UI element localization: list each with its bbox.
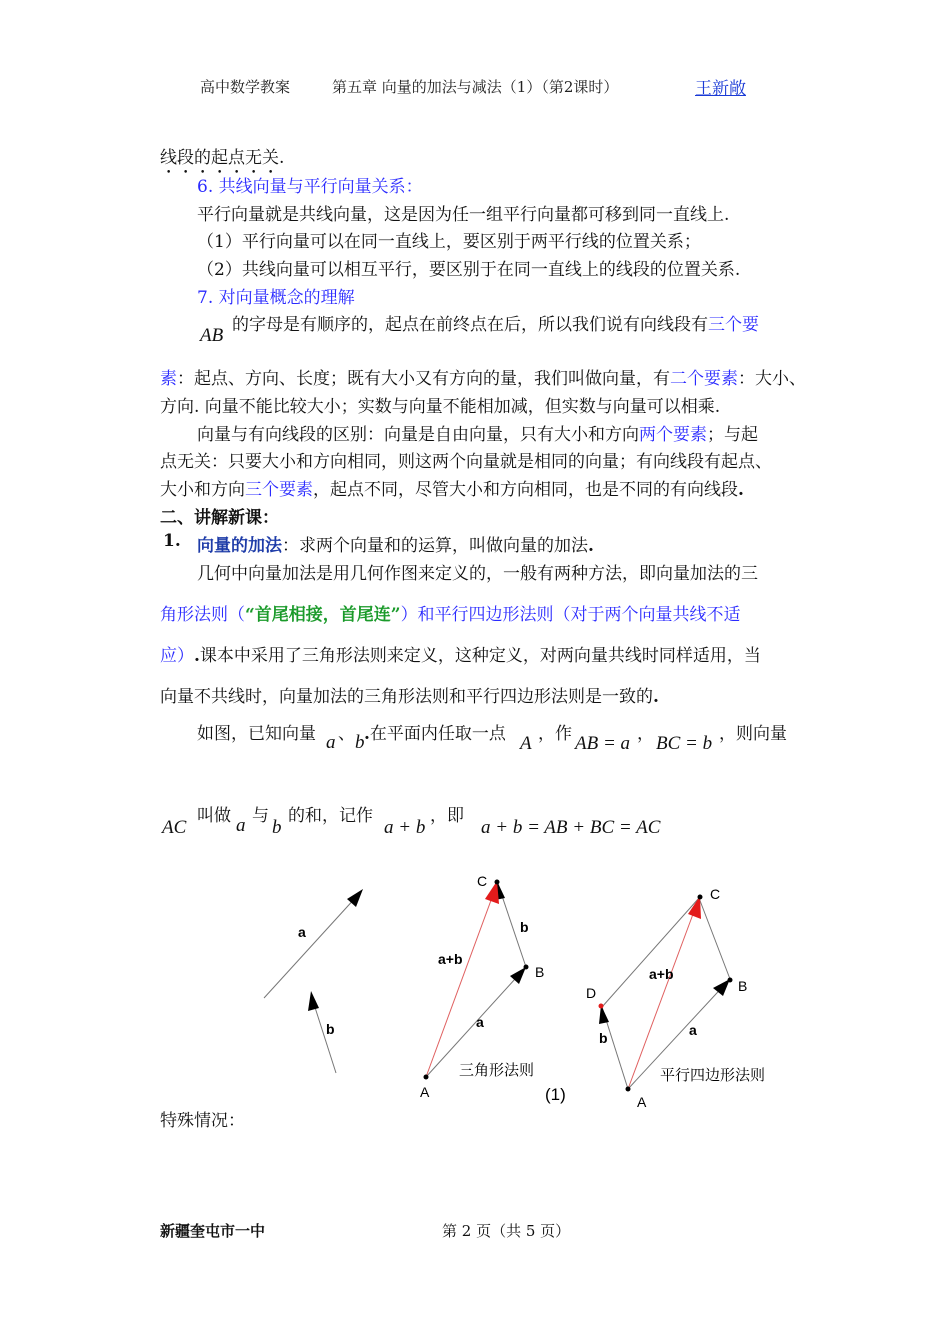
text-namely: ，即	[430, 806, 464, 826]
figure-number: (1)	[545, 1085, 566, 1104]
tri-point-B	[524, 965, 529, 970]
text: 课本中采用了三角形法则来定义，这种定义，对两向量共线时同样适用，当	[199, 646, 761, 666]
par-side-BC	[699, 898, 730, 979]
label-vec-b: b	[326, 1021, 335, 1037]
tri-point-A	[424, 1075, 429, 1080]
footer-school: 新疆奎屯市一中	[160, 1222, 266, 1240]
tri-label-b: b	[520, 919, 529, 935]
para-6-2: （2）共线向量可以相互平行，要区别于在同一直线上的线段的位置关系.	[197, 260, 741, 280]
tri-vector-sum	[426, 884, 497, 1077]
line-continuation: 线段的起点无关.	[160, 148, 285, 168]
text: 的字母是有顺序的，起点在前终点在后，所以我们说有向线段有	[232, 315, 708, 335]
par-label-A: A	[637, 1094, 647, 1110]
text: ，起点不同，尽管大小和方向相同，也是不同的有向线段	[313, 480, 738, 500]
para-7b-line1	[197, 420, 758, 445]
tri-label-sum: a+b	[438, 951, 463, 967]
header-author-link[interactable]: 王新敞	[695, 79, 746, 99]
par-a-arrowhead	[713, 979, 730, 996]
symbol-b: b	[355, 732, 365, 753]
para-6-1: （1）平行向量可以在同一直线上，要区别于两平行线的位置关系；	[197, 232, 701, 252]
tri-point-C	[495, 880, 500, 885]
text-sum-called: 的和，记作	[288, 806, 373, 826]
footer-page-number: 第 2 页（共 5 页）	[442, 1222, 571, 1240]
text-head-to-tail: “首尾相接，首尾连”	[245, 605, 401, 625]
text-called: 叫做	[197, 806, 231, 826]
tri-label-a: a	[476, 1014, 484, 1030]
term-vector-addition: 向量的加法	[197, 536, 282, 556]
para-7b-line2: 点无关：只要大小和方向相同，则这两个向量就是相同的向量；有向线段有起点、	[160, 452, 772, 472]
par-vector-sum	[628, 898, 699, 1089]
par-label-B: B	[738, 978, 748, 994]
par-label-C: C	[710, 886, 721, 902]
par-label-a: a	[689, 1022, 697, 1038]
text-paren-close: ）和	[400, 605, 435, 625]
symbol-b-2: b	[272, 817, 282, 838]
symbol-A: A	[520, 733, 532, 754]
expr-a-plus-b: a + b	[384, 817, 426, 838]
par-side-DC	[602, 898, 699, 1007]
para-7a-line1	[232, 310, 759, 335]
vector-a-line	[264, 896, 357, 998]
symbol-AC: AC	[162, 817, 187, 838]
vector-b-arrowhead	[308, 991, 319, 1011]
highlight-two-elements: 二个要素	[670, 369, 738, 389]
tri-label-B: B	[535, 964, 545, 980]
par-label-sum: a+b	[649, 966, 674, 982]
par-point-C	[698, 895, 703, 900]
par-label-b: b	[599, 1030, 608, 1046]
header-chapter: 第五章 向量的加法与减法（1）（第2课时）	[332, 78, 619, 96]
eq-bc-b: BC = b	[656, 733, 713, 754]
para-7a-line2	[160, 364, 806, 389]
text: 向量不共线时，向量加法的三角形法则和平行四边形法则是一致的	[160, 687, 653, 707]
para-9-mid: .在平面内任取一点	[364, 724, 506, 744]
symbol-a: a	[326, 732, 336, 753]
para-7b-line3: 大小和方向三个要素，起点不同，尽管大小和方向相同，也是不同的有向线段.	[160, 480, 744, 500]
para-6: 平行向量就是共线向量，这是因为任一组平行向量都可移到同一直线上.	[197, 205, 730, 225]
para-9-intro: 如图，已知向量	[197, 724, 316, 744]
eq-ab-a: AB = a	[575, 733, 631, 754]
section-2-heading: 二、讲解新课：	[160, 508, 279, 528]
header-course: 高中数学教案	[200, 78, 291, 96]
highlight-two-elements-2: 两个要素	[639, 425, 707, 445]
item-1-number: 1.	[163, 531, 181, 551]
par-point-D	[599, 1004, 604, 1009]
text-parallelogram-rule: 平行四边形法则（对于两个向量共线不适	[434, 605, 741, 625]
par-label-D: D	[586, 985, 597, 1001]
highlight-element: 素	[160, 369, 177, 389]
par-point-A	[626, 1087, 631, 1092]
symbol-a-2: a	[236, 815, 246, 836]
equation-sum: a + b = AB + BC = AC	[481, 817, 661, 838]
para-8-line2	[160, 600, 741, 625]
text: ：大小、	[738, 369, 806, 389]
para-8-line1: 几何中向量加法是用几何作图来定义的，一般有两种方法，即向量加法的三	[197, 564, 758, 584]
para-8-line4: 向量不共线时，向量加法的三角形法则和平行四边形法则是一致的.	[160, 687, 659, 707]
text: 在平面内任取一点	[369, 724, 506, 744]
tri-label-C: C	[477, 873, 488, 889]
text: 向量与有向线段的区别：向量是自由向量，只有大小和方向	[197, 425, 639, 445]
text: ；与起	[707, 425, 758, 445]
heading-7: 7. 对向量概念的理解	[197, 288, 355, 308]
vector-ab-symbol: AB	[200, 325, 224, 346]
text-and: 与	[252, 806, 269, 826]
para-9-end: ，则向量	[719, 724, 787, 744]
comma: ，	[637, 724, 654, 744]
tri-label-A: A	[420, 1084, 430, 1100]
para-9-make: ，作	[538, 724, 572, 744]
text-apply: 应）	[160, 646, 194, 666]
text: 大小和方向	[160, 480, 245, 500]
special-cases: 特殊情况：	[160, 1111, 245, 1131]
tri-caption: 三角形法则	[459, 1062, 535, 1079]
sep: 、	[338, 724, 355, 744]
highlight-three-elements: 三个要	[708, 315, 759, 335]
item-1-definition: 向量的加法：求两个向量和的运算，叫做向量的加法.	[197, 536, 594, 556]
text-triangle-rule: 角形法则（	[160, 605, 245, 625]
highlight-three-elements-2: 三个要素	[245, 480, 313, 500]
heading-6: 6. 共线向量与平行向量关系：	[197, 177, 423, 197]
para-8-line3: 应）.课本中采用了三角形法则来定义，这种定义，对两向量共线时同样适用，当	[160, 646, 761, 666]
text: ：起点、方向、长度；既有大小又有方向的量，我们叫做向量，有	[177, 369, 670, 389]
text: ：求两个向量和的运算，叫做向量的加法	[282, 536, 588, 556]
vector-addition-figure	[0, 860, 950, 1110]
par-point-B	[728, 978, 733, 983]
para-7a-line3: 方向. 向量不能比较大小；实数与向量不能相加减，但实数与向量可以相乘.	[160, 397, 721, 417]
par-caption: 平行四边形法则	[660, 1067, 766, 1084]
label-vec-a: a	[298, 924, 306, 940]
